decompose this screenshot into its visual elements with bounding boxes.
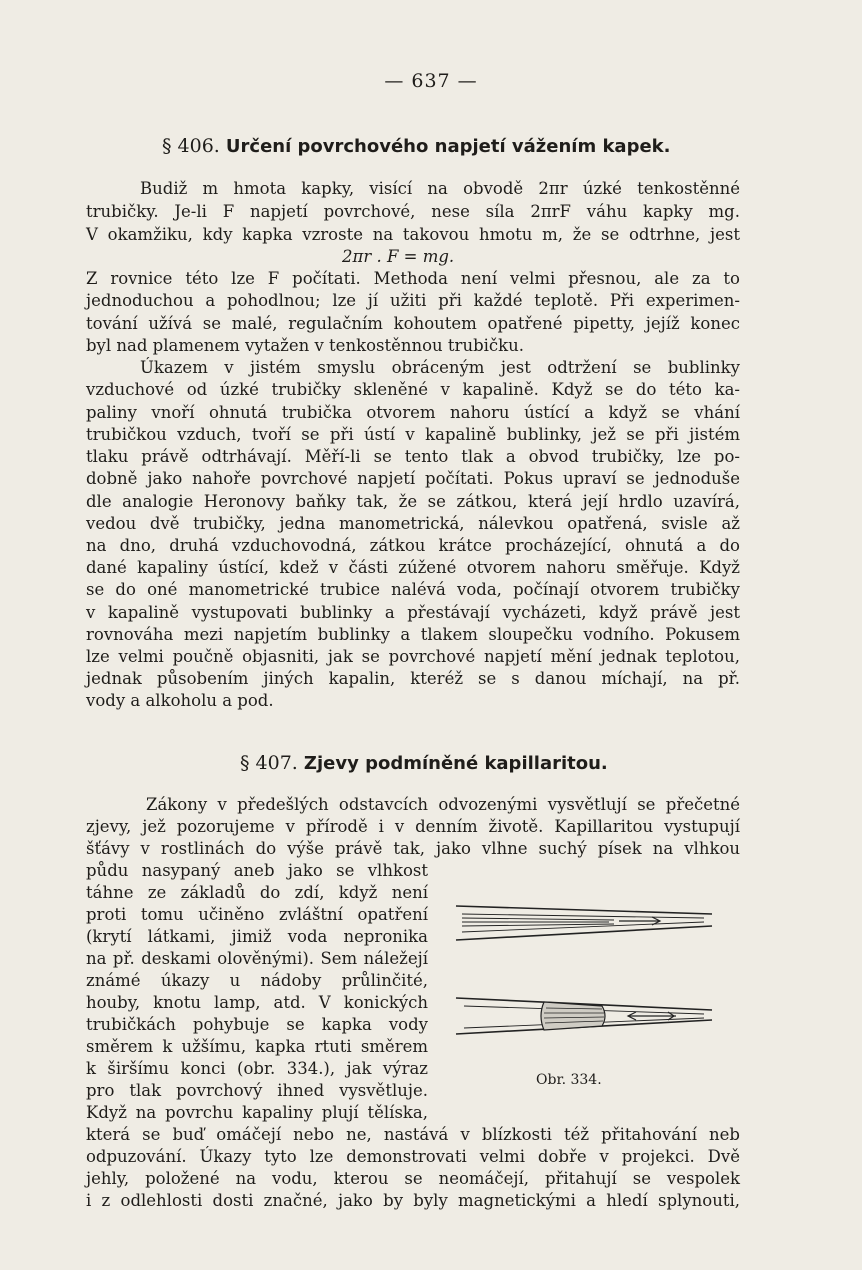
- text-line: trubičkách pohybuje se kapka vody: [86, 1015, 428, 1034]
- text-line: známé úkazy u nádoby průlinčité,: [86, 971, 428, 990]
- text-line: tování užívá se malé, regulačním kohoutem opatřené pipetty, jejíž konec: [86, 314, 740, 333]
- section-407-heading: [240, 752, 608, 774]
- text-line: rovnováha mezi napjetím bublinky a tlakem sloupečku vodního. Pokusem: [86, 625, 740, 644]
- text-line: vedou dvě trubičky, jedna manometrická, nálevkou opatřená, svisle až: [86, 514, 740, 533]
- text-line: paliny vnoří ohnutá trubička otvorem nahoru ústící a když se vhání: [86, 403, 740, 422]
- text-line: (krytí látkami, jimiž voda nepronika: [86, 927, 428, 946]
- text-line: dobně jako nahoře povrchové napjetí počítati. Pokus upraví se jednoduše: [86, 469, 740, 488]
- text-line: lze velmi poučně objasniti, jak se povrchové napjetí mění jednak teplotou,: [86, 647, 740, 666]
- text-line: jednak působením jiných kapalin, kteréž se s danou míchají, na př.: [86, 669, 740, 688]
- text-line: odpuzování. Úkazy tyto lze demonstrovati velmi dobře v projekci. Dvě: [86, 1147, 740, 1166]
- text-line: dané kapaliny ústící, kdež v části zúžené otvorem nahoru směřuje. Když: [86, 558, 740, 577]
- text-line: i z odlehlosti dosti značné, jako by byly magnetickými a hledí splynouti,: [86, 1191, 740, 1210]
- text-line: jehly, položené na vodu, kterou se neomáčejí, přitahují se vespolek: [86, 1169, 740, 1188]
- text-line: k širšímu konci (obr. 334.), jak výraz: [86, 1059, 428, 1078]
- section-406-title: Určení povrchového napjetí vážením kapek.: [225, 136, 671, 157]
- text-line: vody a alkoholu a pod.: [86, 691, 274, 710]
- text-line: houby, knotu lamp, atd. V konických: [86, 993, 428, 1012]
- text-line: která se buď omáčejí nebo ne, nastává v blízkosti též přitahování neb: [86, 1125, 740, 1144]
- text-line: Úkazem v jistém smyslu obráceným jest odtržení se bublinky: [140, 358, 740, 377]
- text-line: vzduchové od úzké trubičky skleněné v kapalině. Když se do této ka-: [86, 380, 740, 399]
- text-line: Z rovnice této lze F počítati. Methoda není velmi přesnou, ale za to: [86, 269, 740, 288]
- text-line: šťávy v rostlinách do výše právě tak, jako vlhne suchý písek na vlhkou: [86, 839, 740, 858]
- section-407-title: Zjevy podmíněné kapillaritou.: [303, 753, 608, 774]
- text-line: Zákony v předešlých odstavcích odvozenými vysvětlují se přečetné: [146, 795, 740, 814]
- text-line: proti tomu učiněno zvláštní opatření: [86, 905, 428, 924]
- figure-conical-tubes: [454, 900, 716, 1050]
- text-line: dle analogie Heronovy baňky tak, že se zátkou, která její hrdlo uzavírá,: [86, 492, 740, 511]
- text-line: trubičky. Je-li F napjetí povrchové, nese síla 2πrF váhu kapky mg.: [86, 202, 740, 221]
- text-line: Když na povrchu kapaliny plují tělíska,: [86, 1103, 428, 1122]
- text-line: směrem k užšímu, kapka rtuti směrem: [86, 1037, 428, 1056]
- text-line: na dno, druhá vzduchovodná, zátkou krátce procházející, ohnutá a do: [86, 536, 740, 555]
- arrow-left-icon: [628, 1012, 676, 1020]
- text-line: Budiž m hmota kapky, visící na obvodě 2πr úzké tenkostěnné: [140, 179, 740, 198]
- section-407-number: § 407.: [240, 752, 298, 774]
- text-line: jednoduchou a pohodlnou; lze jí užiti při každé teplotě. Při experimen-: [86, 291, 740, 310]
- mercury-drop: [541, 1002, 605, 1030]
- page-number: — 637 —: [384, 70, 478, 92]
- text-line: táhne ze základů do zdí, když není: [86, 883, 428, 902]
- text-line: tlaku právě odtrhávají. Měří-li se tento tlak a obvod trubičky, lze po-: [86, 447, 740, 466]
- text-line: se do oné manometrické trubice nalévá voda, počínají otvorem trubičky: [86, 580, 740, 599]
- text-line: trubičkou vzduch, tvoří se při ústí v kapalině bublinky, jež se při jistém: [86, 425, 740, 444]
- water-drop: [462, 914, 704, 932]
- text-line: pro tlak povrchový ihned vysvětluje.: [86, 1081, 428, 1100]
- section-406-heading: [162, 135, 670, 157]
- upper-tube: [456, 906, 712, 940]
- section-406-number: § 406.: [162, 135, 220, 157]
- text-line: na př. deskami olověnými). Sem náležejí: [86, 949, 428, 968]
- text-line: půdu nasypaný aneb jako se vlhkost: [86, 861, 428, 880]
- lower-tube: [456, 998, 712, 1034]
- figure-caption: Obr. 334.: [536, 1072, 602, 1088]
- text-line: byl nad plamenem vytažen v tenkostěnnou trubičku.: [86, 336, 525, 355]
- text-line: zjevy, jež pozorujeme v přírodě i v denním životě. Kapillaritou vystupují: [86, 817, 740, 836]
- formula: 2πr . F = mg.: [342, 247, 455, 266]
- text-line: v kapalině vystupovati bublinky a přestávají vycházeti, když právě jest: [86, 603, 740, 622]
- arrow-right-icon: [619, 917, 660, 925]
- text-line: V okamžiku, kdy kapka vzroste na takovou hmotu m, že se odtrhne, jest: [86, 225, 740, 244]
